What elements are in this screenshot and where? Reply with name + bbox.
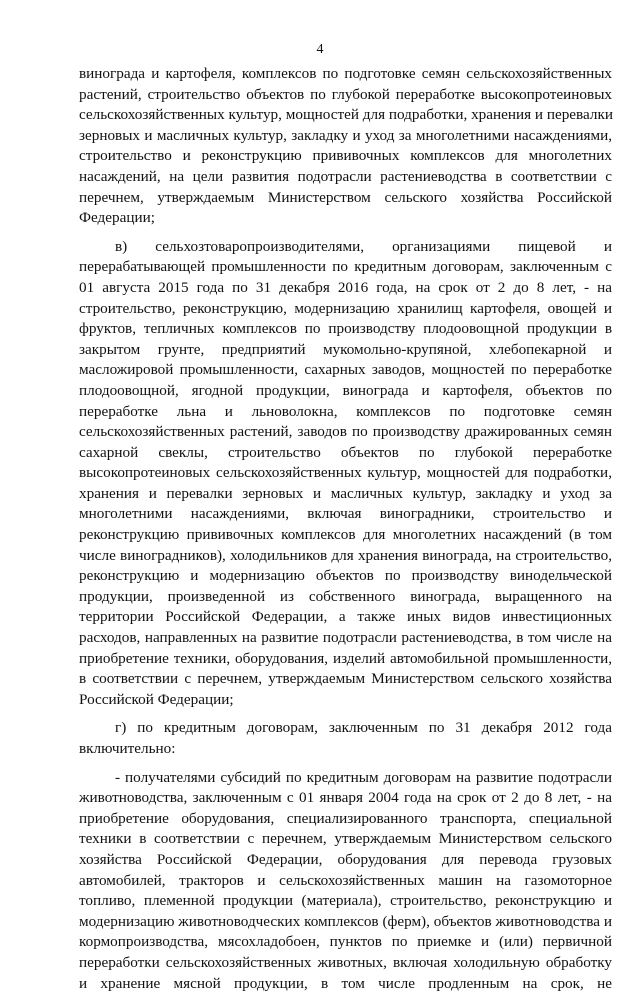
text-line: масложировой промышленности, сахарных заводов, мощностей по переработке bbox=[79, 361, 612, 379]
text-line: строительство и реконструкцию прививочных комплексов для многолетних bbox=[79, 147, 612, 165]
text-line: кормопроизводства, мясохладобоен, пунктов по приемке и (или) первичной bbox=[79, 933, 612, 951]
paragraph-gap bbox=[79, 229, 612, 237]
document-body bbox=[79, 64, 612, 994]
text-line: приобретение техники, оборудования, изделий автомобильной промышленности, bbox=[79, 649, 612, 667]
text-line: высокопротеиновых сельскохозяйственных культур, мощностей для подработки, bbox=[79, 464, 612, 482]
text-line: хозяйства Российской Федерации, оборудования для перевода грузовых bbox=[79, 850, 612, 868]
text-line: фруктов, тепличных комплексов по производству плодоовощной продукции в bbox=[79, 320, 612, 338]
text-line: зерновых и масличных культур, закладку и уход за многолетними насаждениями, bbox=[79, 126, 612, 144]
text-line: закрытом грунте, предприятий мукомольно-крупяной, хлебопекарной и bbox=[79, 340, 612, 358]
paragraph-gap bbox=[79, 760, 612, 768]
text-line: расходов, направленных на развитие подотрасли растениеводства, в том числе на bbox=[79, 629, 612, 647]
text-line: плодоовощной, ягодной продукции, винограда и картофеля, объектов по bbox=[79, 381, 612, 399]
text-line: растений, строительство объектов по глубокой переработке высокопротеиновых bbox=[79, 85, 612, 103]
text-line: техники в соответствии с перечнем, утверждаемым Министерством сельского bbox=[79, 830, 612, 848]
text-line: переработки сельскохозяйственных животных, включая холодильную обработку bbox=[79, 953, 612, 971]
text-line: в) сельхозтоваропроизводителями, организациями пищевой и bbox=[115, 237, 612, 255]
text-line: реконструкцию и модернизацию объектов по производству винодельческой bbox=[79, 567, 612, 585]
text-line: животноводства, заключенным с 01 января 2004 года на срок от 2 до 8 лет, - на bbox=[79, 789, 612, 807]
text-line: сахарной свеклы, строительство объектов по глубокой переработке bbox=[79, 443, 612, 461]
paragraph bbox=[79, 768, 612, 994]
text-line: многолетними насаждениями, включая виноградники, строительство и bbox=[79, 505, 612, 523]
paragraph bbox=[79, 718, 612, 759]
text-line: территории Российской Федерации, а также иных видов инвестиционных bbox=[79, 608, 612, 626]
text-line: продукции, произведенной из собственного винограда, выращенного на bbox=[79, 587, 612, 605]
paragraph bbox=[79, 64, 612, 229]
text-line: - получателями субсидий по кредитным договорам на развитие подотрасли bbox=[115, 768, 612, 786]
paragraph-gap bbox=[79, 710, 612, 718]
text-line: 01 августа 2015 года по 31 декабря 2016 года, на срок от 2 до 8 лет, - на bbox=[79, 278, 612, 296]
text-line: насаждений, на цели развития подотрасли растениеводства в соответствии с bbox=[79, 167, 612, 185]
text-line: модернизацию животноводческих комплексов (ферм), объектов животноводства и bbox=[79, 912, 612, 930]
text-line: переработке льна и льноволокна, комплексов по подготовке семян bbox=[79, 402, 612, 420]
text-line: топливо, племенной продукции (материала), строительство, реконструкцию и bbox=[79, 892, 612, 910]
text-line: включительно: bbox=[79, 740, 176, 757]
text-line: хранения и перевалки зерновых и масличных культур, закладку и уход за bbox=[79, 484, 612, 502]
text-line: перечнем, утверждаемым Министерством сельского хозяйства Российской bbox=[79, 188, 612, 206]
text-line: числе виноградников), холодильников для хранения винограда, на строительство, bbox=[79, 546, 612, 564]
text-line: реконструкцию прививочных комплексов для многолетних насаждений (в том bbox=[79, 526, 612, 544]
text-line: Федерации; bbox=[79, 209, 155, 227]
text-line: автомобилей, тракторов и сельскохозяйственных машин на газомоторное bbox=[79, 871, 612, 889]
paragraph bbox=[79, 237, 612, 711]
page-number: 4 bbox=[316, 42, 324, 57]
text-line: г) по кредитным договорам, заключенным по 31 декабря 2012 года bbox=[115, 719, 612, 737]
text-line: в соответствии с перечнем, утверждаемым Министерством сельского хозяйства bbox=[79, 670, 612, 688]
text-line: строительство, реконструкцию, модернизацию хранилищ картофеля, овощей и bbox=[79, 299, 612, 317]
text-line: винограда и картофеля, комплексов по подготовке семян сельскохозяйственных bbox=[79, 65, 612, 82]
text-line: приобретение оборудования, специализированного транспорта, специальной bbox=[79, 809, 612, 827]
text-line: сельскохозяйственных растений, заводов по производству дражированных семян bbox=[79, 423, 612, 441]
text-line: сельскохозяйственных культур, мощностей для подработки, хранения и перевалки bbox=[79, 106, 613, 124]
text-line: и хранение мясной продукции, в том числе продленным на срок, не bbox=[79, 974, 612, 992]
text-line: перерабатывающей промышленности по кредитным договорам, заключенным с bbox=[79, 258, 612, 276]
text-line: Российской Федерации; bbox=[79, 690, 234, 708]
